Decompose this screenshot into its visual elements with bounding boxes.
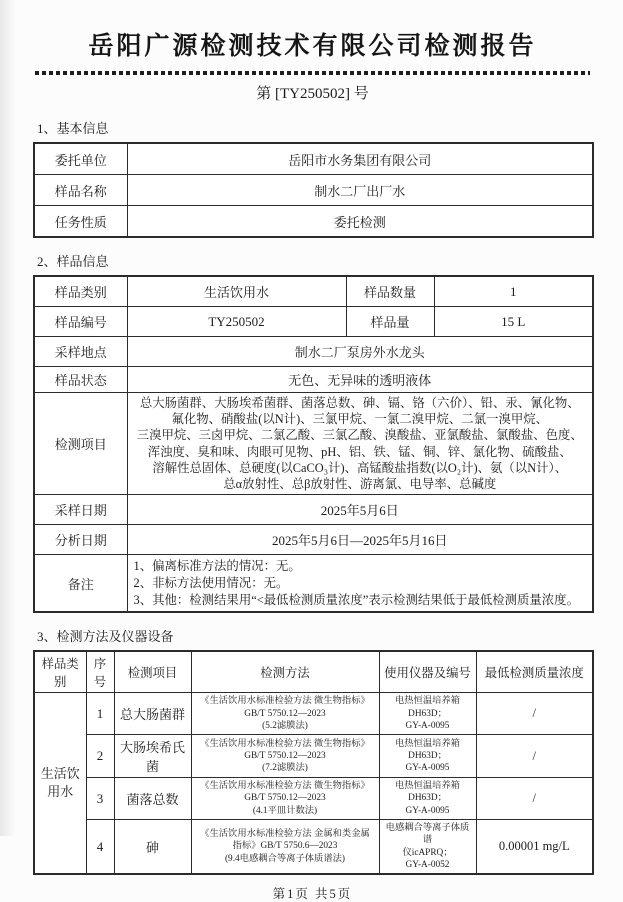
table-row — [34, 778, 593, 820]
row-value: 2025年5月6日—2025年5月16日 — [127, 525, 593, 555]
column-header: 检测项目 — [114, 651, 191, 693]
page-title: 岳阳广源检测技术有限公司检测报告 — [88, 33, 537, 60]
row-label: 样品名称 — [34, 175, 127, 206]
detection-items-line: 总α放射性、总β放射性、游离氯、电导率、总碱度 — [223, 477, 497, 492]
detection-limit: / — [476, 735, 593, 778]
row-value: TY250502 — [127, 307, 346, 337]
remark-cell — [127, 555, 593, 613]
row-label: 样品状态 — [34, 367, 127, 393]
detection-items-line: 浑浊度、臭和味、肉眼可见物、pH、铝、铁、锰、铜、锌、氯化物、硫酸盐、 — [147, 444, 572, 459]
method-line: (4.1平皿计数法) — [252, 805, 318, 816]
column-header: 序号 — [86, 651, 114, 693]
method-line: 《生活饮用水标准检验方法 金属和类金属 — [200, 829, 370, 840]
table-row — [34, 276, 593, 307]
test-method — [191, 693, 379, 735]
row-label: 样品数量 — [346, 276, 434, 307]
row-value: 制水二厂出厂水 — [127, 175, 593, 206]
report-number: 第 [TY250502] 号 — [256, 86, 369, 102]
method-line: 《生活饮用水标准检验方法 微生物指标》 — [200, 738, 370, 749]
table-header-row — [34, 651, 593, 693]
dotted-divider — [35, 71, 590, 75]
instrument-line: 仪icAPRQ； — [402, 847, 453, 858]
remark-line: 3、其他：检测结果用“<最低检测质量浓度”表示检测结果低于最低检测质量浓度。 — [133, 592, 579, 607]
method-line: 指标》GB/T 5750.6—2023 — [232, 841, 338, 852]
row-number: 2 — [86, 735, 114, 778]
test-method — [191, 778, 379, 820]
row-label: 委托单位 — [34, 143, 127, 175]
instrument-line: 电感耦合等离子体质谱 — [385, 823, 470, 846]
sample-category-cell: 生活饮用水 — [34, 693, 86, 874]
table-row — [34, 555, 593, 613]
detection-items-line: 溶解性总固体、总硬度(以CaCO₃计)、高锰酸盐指数(以O₂计)、氨（以N计）、 — [152, 460, 568, 475]
row-value: 制水二厂泵房外水龙头 — [127, 337, 593, 367]
instrument-line: DH63D； — [408, 708, 447, 719]
row-label: 检测项目 — [34, 393, 127, 495]
row-number: 4 — [86, 820, 114, 875]
table-row — [34, 367, 593, 393]
table-row — [34, 393, 593, 495]
instrument-line: GY-A-0095 — [405, 805, 450, 816]
row-label: 采样日期 — [34, 495, 127, 525]
detection-items-cell — [127, 393, 593, 495]
row-number: 3 — [86, 778, 114, 820]
test-method — [191, 820, 379, 875]
instrument — [379, 778, 476, 820]
method-line: 《生活饮用水标准检验方法 微生物指标》 — [200, 781, 370, 792]
instrument-line: DH63D； — [408, 793, 447, 804]
instrument-line: 电热恒温培养箱 — [394, 696, 461, 707]
row-value: 岳阳市水务集团有限公司 — [127, 143, 593, 175]
row-label: 备注 — [34, 555, 127, 613]
table-row — [34, 525, 593, 555]
column-header: 样品类别 — [34, 651, 86, 693]
row-label: 样品类别 — [34, 276, 127, 307]
detection-items-line: 总大肠菌群、大肠埃希菌群、菌落总数、砷、镉、铬（六价）、铅、汞、氰化物、 — [139, 396, 580, 410]
table-row — [34, 693, 593, 735]
instrument-line: GY-A-0095 — [405, 720, 450, 731]
instrument — [379, 693, 476, 735]
detection-items-line: 三溴甲烷、三卤甲烷、二氯乙酸、三氯乙酸、溴酸盐、亚氯酸盐、氯酸盐、色度、 — [136, 428, 583, 443]
instrument — [379, 735, 476, 778]
page-number: 第1页 共5页 — [272, 887, 353, 902]
section-heading-basic-info: 1、基本信息 — [37, 121, 109, 136]
table-row — [34, 495, 593, 525]
method-line: GB/T 5750.12—2023 — [244, 750, 326, 761]
test-method — [191, 735, 379, 778]
remark-line: 1、偏离标准方法的情况：无。 — [133, 558, 301, 573]
instrument-line: GY-A-0052 — [405, 859, 450, 870]
detection-limit: 0.00001 mg/L — [476, 820, 593, 875]
table-row — [34, 735, 593, 778]
column-header: 使用仪器及编号 — [379, 651, 476, 693]
row-label: 样品量 — [346, 307, 434, 337]
row-label: 采样地点 — [34, 337, 127, 367]
instrument-line: 电热恒温培养箱 — [394, 738, 461, 749]
row-number: 1 — [86, 693, 114, 735]
test-item: 砷 — [114, 820, 191, 875]
instrument-line: 电热恒温培养箱 — [394, 781, 461, 792]
detection-limit: / — [476, 778, 593, 820]
row-value: 1 — [434, 276, 593, 307]
section-heading-sample-info: 2、样品信息 — [37, 254, 109, 269]
test-item: 大肠埃希氏菌 — [114, 735, 191, 778]
table-row — [34, 206, 593, 238]
row-value: 2025年5月6日 — [127, 495, 593, 525]
instrument-line: DH63D； — [408, 750, 447, 761]
column-header: 检测方法 — [191, 651, 379, 693]
test-item: 总大肠菌群 — [114, 693, 191, 735]
row-value: 委托检测 — [127, 206, 593, 238]
table-row — [34, 143, 593, 175]
instrument — [379, 820, 476, 875]
sample-info-table — [33, 275, 594, 613]
method-line: 《生活饮用水标准检验方法 微生物指标》 — [200, 696, 370, 707]
table-row — [34, 337, 593, 367]
table-row — [34, 307, 593, 337]
table-row — [34, 175, 593, 206]
detection-items-line: 氟化物、硝酸盐(以N计)、三氯甲烷、一氯二溴甲烷、二氯一溴甲烷、 — [171, 412, 549, 427]
section-heading-methods: 3、检测方法及仪器设备 — [37, 629, 174, 645]
instrument-line: GY-A-0095 — [405, 763, 450, 774]
basic-info-table — [33, 142, 594, 238]
method-line: (7.2滤膜法) — [262, 763, 308, 774]
method-line: (9.4电感耦合等离子体质谱法) — [224, 853, 346, 864]
remark-line: 2、非标方法使用情况：无。 — [133, 575, 289, 590]
detection-limit: / — [476, 693, 593, 735]
row-value: 无色、无异味的透明液体 — [127, 367, 593, 393]
row-label: 任务性质 — [34, 206, 127, 238]
methods-table — [33, 650, 594, 875]
row-value: 15 L — [434, 307, 593, 337]
method-line: GB/T 5750.12—2023 — [244, 793, 326, 804]
table-row — [34, 820, 593, 875]
row-value: 生活饮用水 — [127, 276, 346, 307]
row-label: 样品编号 — [34, 307, 127, 337]
method-line: GB/T 5750.12—2023 — [244, 708, 326, 719]
test-item: 菌落总数 — [114, 778, 191, 820]
method-line: (5.2滤膜法) — [262, 720, 308, 731]
column-header: 最低检测质量浓度 — [476, 651, 593, 693]
row-label: 分析日期 — [34, 525, 127, 555]
